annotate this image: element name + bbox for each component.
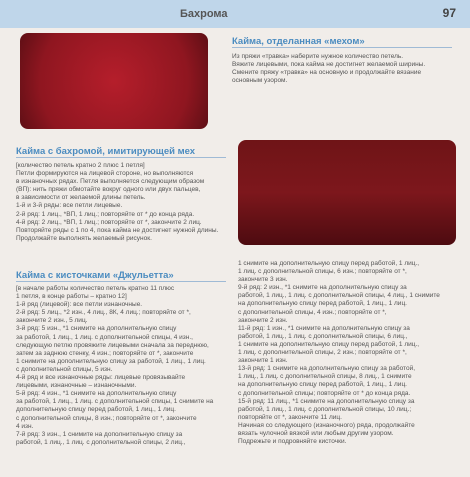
section-divider	[16, 157, 226, 158]
fake-fur-text: [количество петель кратно 2 плюс 1 петля] Петли формируются на лицевой стороне, но выполняются в изнаночных рядах. Петля выполняется следующим образом (ВП): нить пряжи обмотайте вокруг одного или двух пальцев, в зависимости от желаемой длины петель. 1-й и 3-й ряды: все петли лицевые. 2-й ряд: 1 лиц., *ВП, 1 лиц.; повторяйте от * до конца ряда. 4-й ряд: 2 лиц., *ВП, 1 лиц.; повторяйте от *, закончите 2 лиц. Повторяйте ряды с 1 по 4, пока кайма не достигнет нужной длины. Продолжайте выполнять желаемый рисунок.	[16, 162, 219, 242]
section-divider	[232, 47, 452, 48]
section-title-juliet: Кайма с кисточками «Джульетта»	[16, 270, 174, 281]
page-header	[0, 0, 470, 28]
juliet-text-left: [в начале работы количество петель кратно 11 плюс 1 петля, в конце работы – кратно 12] 1-й ряд (лицевой): все петли изнаночные. 2-й ряд: 5 лиц., *2 изн., 4 лиц., 8К, 4 лиц.; повторяйте от *, закончите 2 изн., 5 лиц. 3-й ряд: 5 изн., *1 снимите на дополнительную спицу за работой, 1 лиц., 1 лиц. с дополнительной спицы, 4 изн., следующую петлю провяжите лицевыми сначала за переднюю, затем за заднюю стенку, 4 изн.; повторяйте от *, закончите 1 снимите на дополнительную спицу за работой, 1 лиц., 1 лиц. с дополнительной спицы, 5 изн. 4-й ряд и все изнаночные ряды: лицевые провязывайте лицевыми, изнаночные – изнаночными. 5-й ряд: 4 изн., *1 снимите на дополнительную спицу за работой, 1 лиц., 1 лиц. с дополнительной спицы, 1 снимите на дополнительную спицу перед работой, 1 лиц., 1 лиц. с дополнительной спицы, 8 изн.; повторяйте от *, закончите 4 изн. 7-й ряд: 3 изн., 1 снимите на дополнительную спицу за работой, 1 лиц., 1 лиц. с дополнительной спицы, 2 лиц.,	[16, 285, 214, 446]
fur-edge-text: Из пряжи «травка» наберите нужное количество петель. Вяжите лицевыми, пока кайма не достигнет желаемой ширины. Смените пряжу «травка» на основную и продолжайте вязание основным узором.	[232, 53, 426, 85]
section-title-fake-fur: Кайма с бахромой, имитирующей мех	[16, 146, 196, 157]
juliet-text-right: 1 снимите на дополнительную спицу перед работой, 1 лиц., 1 лиц. с дополнительной спицы, 6 изн.; повторяйте от *, закончите 3 изн. 9-й ряд: 2 изн., *1 снимите на дополнительную спицу за работой, 1 лиц., 1 лиц. с дополнительной спицы, 4 лиц., 1 снимите на дополнительную спицу перед работой, 1 лиц., 1 лиц. с дополнительной спицы, 4 изн.; повторяйте от *, закончите 2 изн. 11-й ряд: 1 изн., *1 снимите на дополнительную спицу за работой, 1 лиц., 1 лиц. с дополнительной спицы, 6 лиц., 1 снимите на дополнительную спицу перед работой, 1 лиц., 1 лиц. с дополнительной спицы, 2 изн.; повторяйте от *, закончите 1 изн. 13-й ряд: 1 снимите на дополнительную спицу за работой, 1 лиц., 1 лиц. с дополнительной спицы, 8 лиц., 1 снимите на дополнительную спицу перед работой, 1 лиц., 1 лиц. с дополнительной спицы; повторяйте от * до конца ряда. 15-й ряд: 11 лиц., *1 снимите на дополнительную спицу за работой, 1 лиц., 1 лиц. с дополнительной спицы, 10 лиц.; повторяйте от *, закончите 11 лиц. Начиная со следующего (изнаночного) ряда, продолжайте вязать чулочной вязкой или любым другим узором. Подрежьте и подровняйте кисточки.	[238, 260, 440, 446]
section-divider	[16, 281, 226, 282]
page-number: 97	[442, 6, 456, 20]
section-title-fur-edge: Кайма, отделанная «мехом»	[232, 36, 365, 47]
photo-fake-fur-sample	[238, 140, 456, 245]
chapter-title: Бахрома	[180, 8, 228, 20]
photo-fur-edge-sample	[20, 33, 208, 129]
